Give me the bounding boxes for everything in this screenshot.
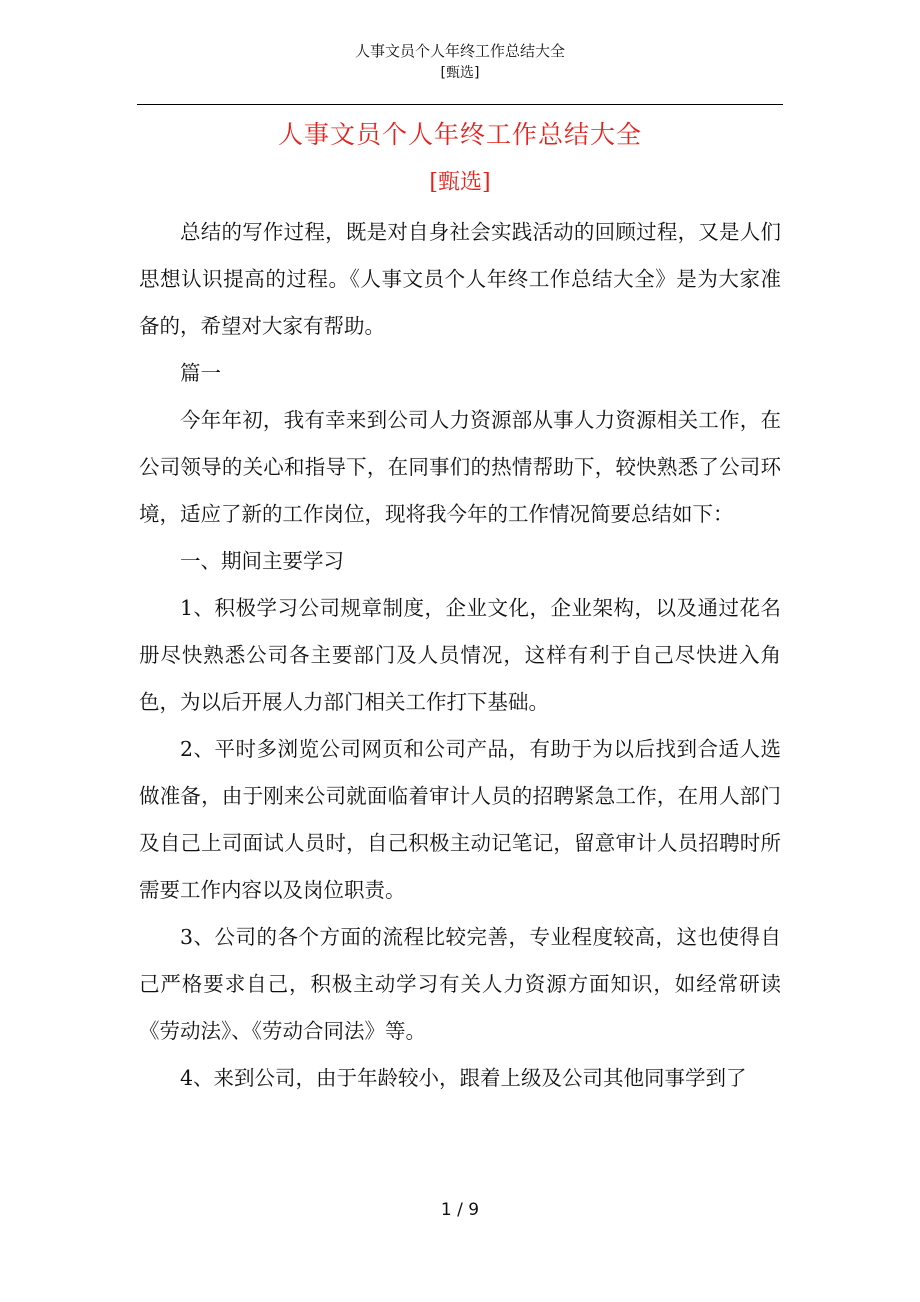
document-title: 人事文员个人年终工作总结大全 [277,120,642,149]
paragraph-intro: 总结的写作过程，既是对自身社会实践活动的回顾过程，又是人们思想认识提高的过程。《人事文员个人年终工作总结大全》是为大家准备的，希望对大家有帮助。 [139,220,781,338]
document-subtitle: [甄选] [429,170,491,195]
section-heading-part-one: 篇一 [180,361,221,385]
document-body [139,209,781,1102]
list-item-4: 4、来到公司，由于年龄较小，跟着上级及公司其他同事学到了 [180,1066,747,1090]
section-heading-study: 一、期间主要学习 [180,549,344,573]
running-header-subtitle: [甄选] [440,65,480,81]
list-item-1: 1、积极学习公司规章制度，企业文化，企业架构，以及通过花名册尽快熟悉公司各主要部门及人员情况，这样有利于自己尽快进入角色，为以后开展人力部门相关工作打下基础。 [139,596,781,714]
list-item-3: 3、公司的各个方面的流程比较完善，专业程度较高，这也使得自己严格要求自己，积极主动学习有关人力资源方面知识，如经常研读《劳动法》、《劳动合同法》等。 [139,925,781,1043]
paragraph-opening: 今年年初，我有幸来到公司人力资源部从事人力资源相关工作，在公司领导的关心和指导下，在同事们的热情帮助下，较快熟悉了公司环境，适应了新的工作岗位，现将我今年的工作情况简要总结如下： [139,408,781,526]
list-item-2: 2、平时多浏览公司网页和公司产品，有助于为以后找到合适人选做准备，由于刚来公司就面临着审计人员的招聘紧急工作，在用人部门及自己上司面试人员时，自己积极主动记笔记，留意审计人员招聘时所需要工作内容以及岗位职责。 [139,737,781,902]
page-number: 1 / 9 [440,1200,480,1220]
running-header [0,40,920,84]
header-divider [137,104,783,105]
running-header-title: 人事文员个人年终工作总结大全 [354,42,565,60]
